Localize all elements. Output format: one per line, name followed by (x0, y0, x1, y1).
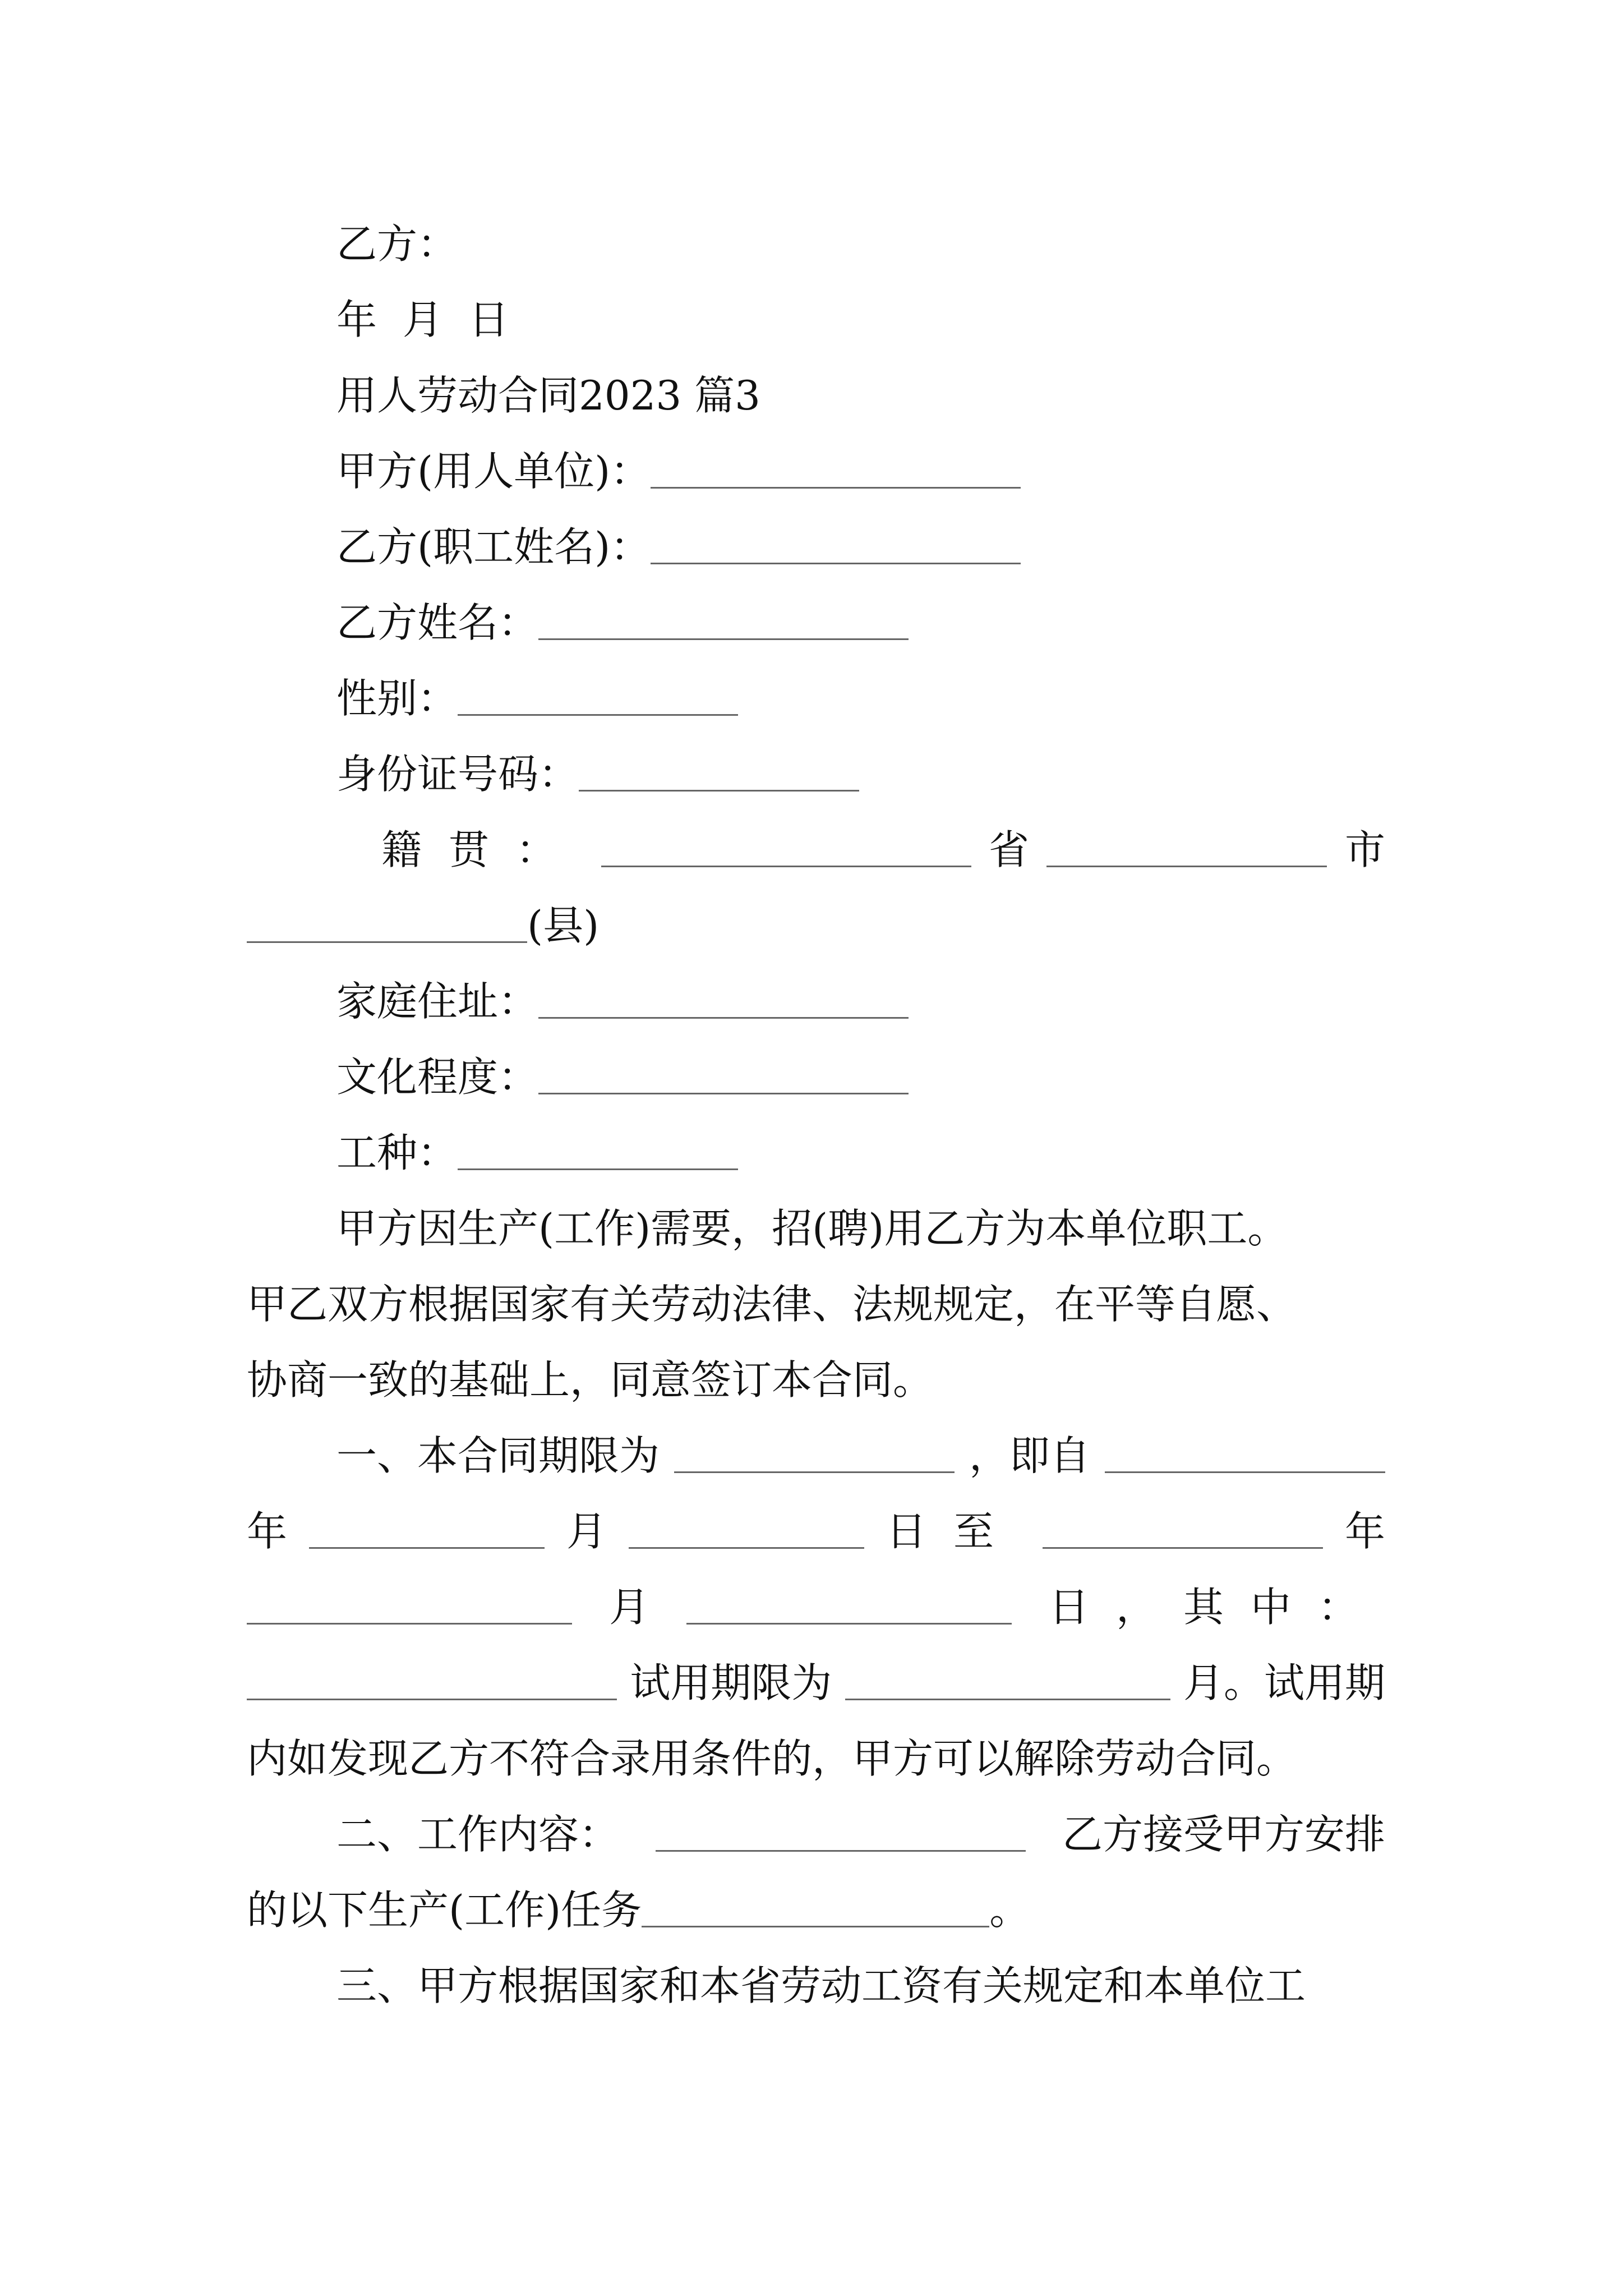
signature-party-b: 乙方： (336, 220, 458, 268)
paragraph-intro-line-3: 协商一致的基础上，同意签订本合同。 (247, 1356, 934, 1404)
field-job-type: 工种： (336, 1128, 738, 1178)
field-native-place: 籍贯： 省 市 (381, 826, 1385, 873)
blank-line (247, 939, 527, 943)
signature-date: 年 月 日 (336, 296, 509, 343)
blank-line (1043, 1545, 1323, 1549)
blank-line (674, 1469, 955, 1473)
blank-line (458, 712, 738, 716)
field-gender: 性别： (336, 673, 738, 724)
blank-line (1046, 863, 1327, 867)
blank-line (686, 1621, 1012, 1625)
blank-line (845, 1696, 1170, 1700)
blank-line (538, 636, 909, 640)
clause-2-line-1: 二、工作内容： 乙方接受甲方安排 (336, 1811, 1385, 1858)
blank-line (247, 1621, 572, 1625)
blank-line (656, 1848, 1026, 1852)
paragraph-intro-line-1: 甲方因生产(工作)需要，招(聘)用乙方为本单位职工。 (336, 1205, 1288, 1252)
blank-line (309, 1545, 545, 1549)
clause-3-line-1: 三、甲方根据国家和本省劳动工资有关规定和本单位工 (336, 1962, 1306, 2009)
clause-1-line-5: 内如发现乙方不符合录用条件的，甲方可以解除劳动合同。 (247, 1735, 1297, 1782)
field-native-place-county: (县) (247, 900, 599, 951)
field-party-b-name: 乙方姓名： (336, 597, 909, 648)
blank-line (642, 1924, 989, 1927)
field-id-number: 身份证号码： (336, 749, 859, 799)
paragraph-intro-line-2: 甲乙双方根据国家有关劳动法律、法规规定，在平等自愿、 (247, 1281, 1297, 1328)
clause-1-line-1: 一、本合同期限为 ，即自 (336, 1430, 1385, 1481)
field-employee-name: 乙方(职工姓名)： (336, 522, 1021, 572)
blank-line (651, 485, 1021, 489)
clause-1-line-3: 月 日，其中： (247, 1582, 1385, 1632)
blank-line (538, 1091, 909, 1094)
field-education: 文化程度： (336, 1052, 909, 1102)
blank-line (629, 1545, 864, 1549)
clause-1-line-4: 试用期限为 月。试用期 (247, 1658, 1385, 1708)
blank-line (247, 1696, 617, 1700)
blank-line (579, 788, 859, 792)
blank-line (651, 560, 1021, 564)
field-employer: 甲方(用人单位)： (336, 446, 1021, 496)
clause-2-line-2: 的以下生产(工作)任务 。 (247, 1887, 1030, 1934)
clause-1-line-2: 年 月 日至 年 (247, 1508, 1385, 1555)
field-home-address: 家庭住址： (336, 976, 909, 1027)
blank-line (458, 1166, 738, 1170)
section-title: 用人劳动合同2023 篇3 (336, 372, 760, 419)
blank-line (538, 1015, 909, 1019)
blank-line (601, 863, 971, 867)
blank-line (1105, 1469, 1385, 1473)
